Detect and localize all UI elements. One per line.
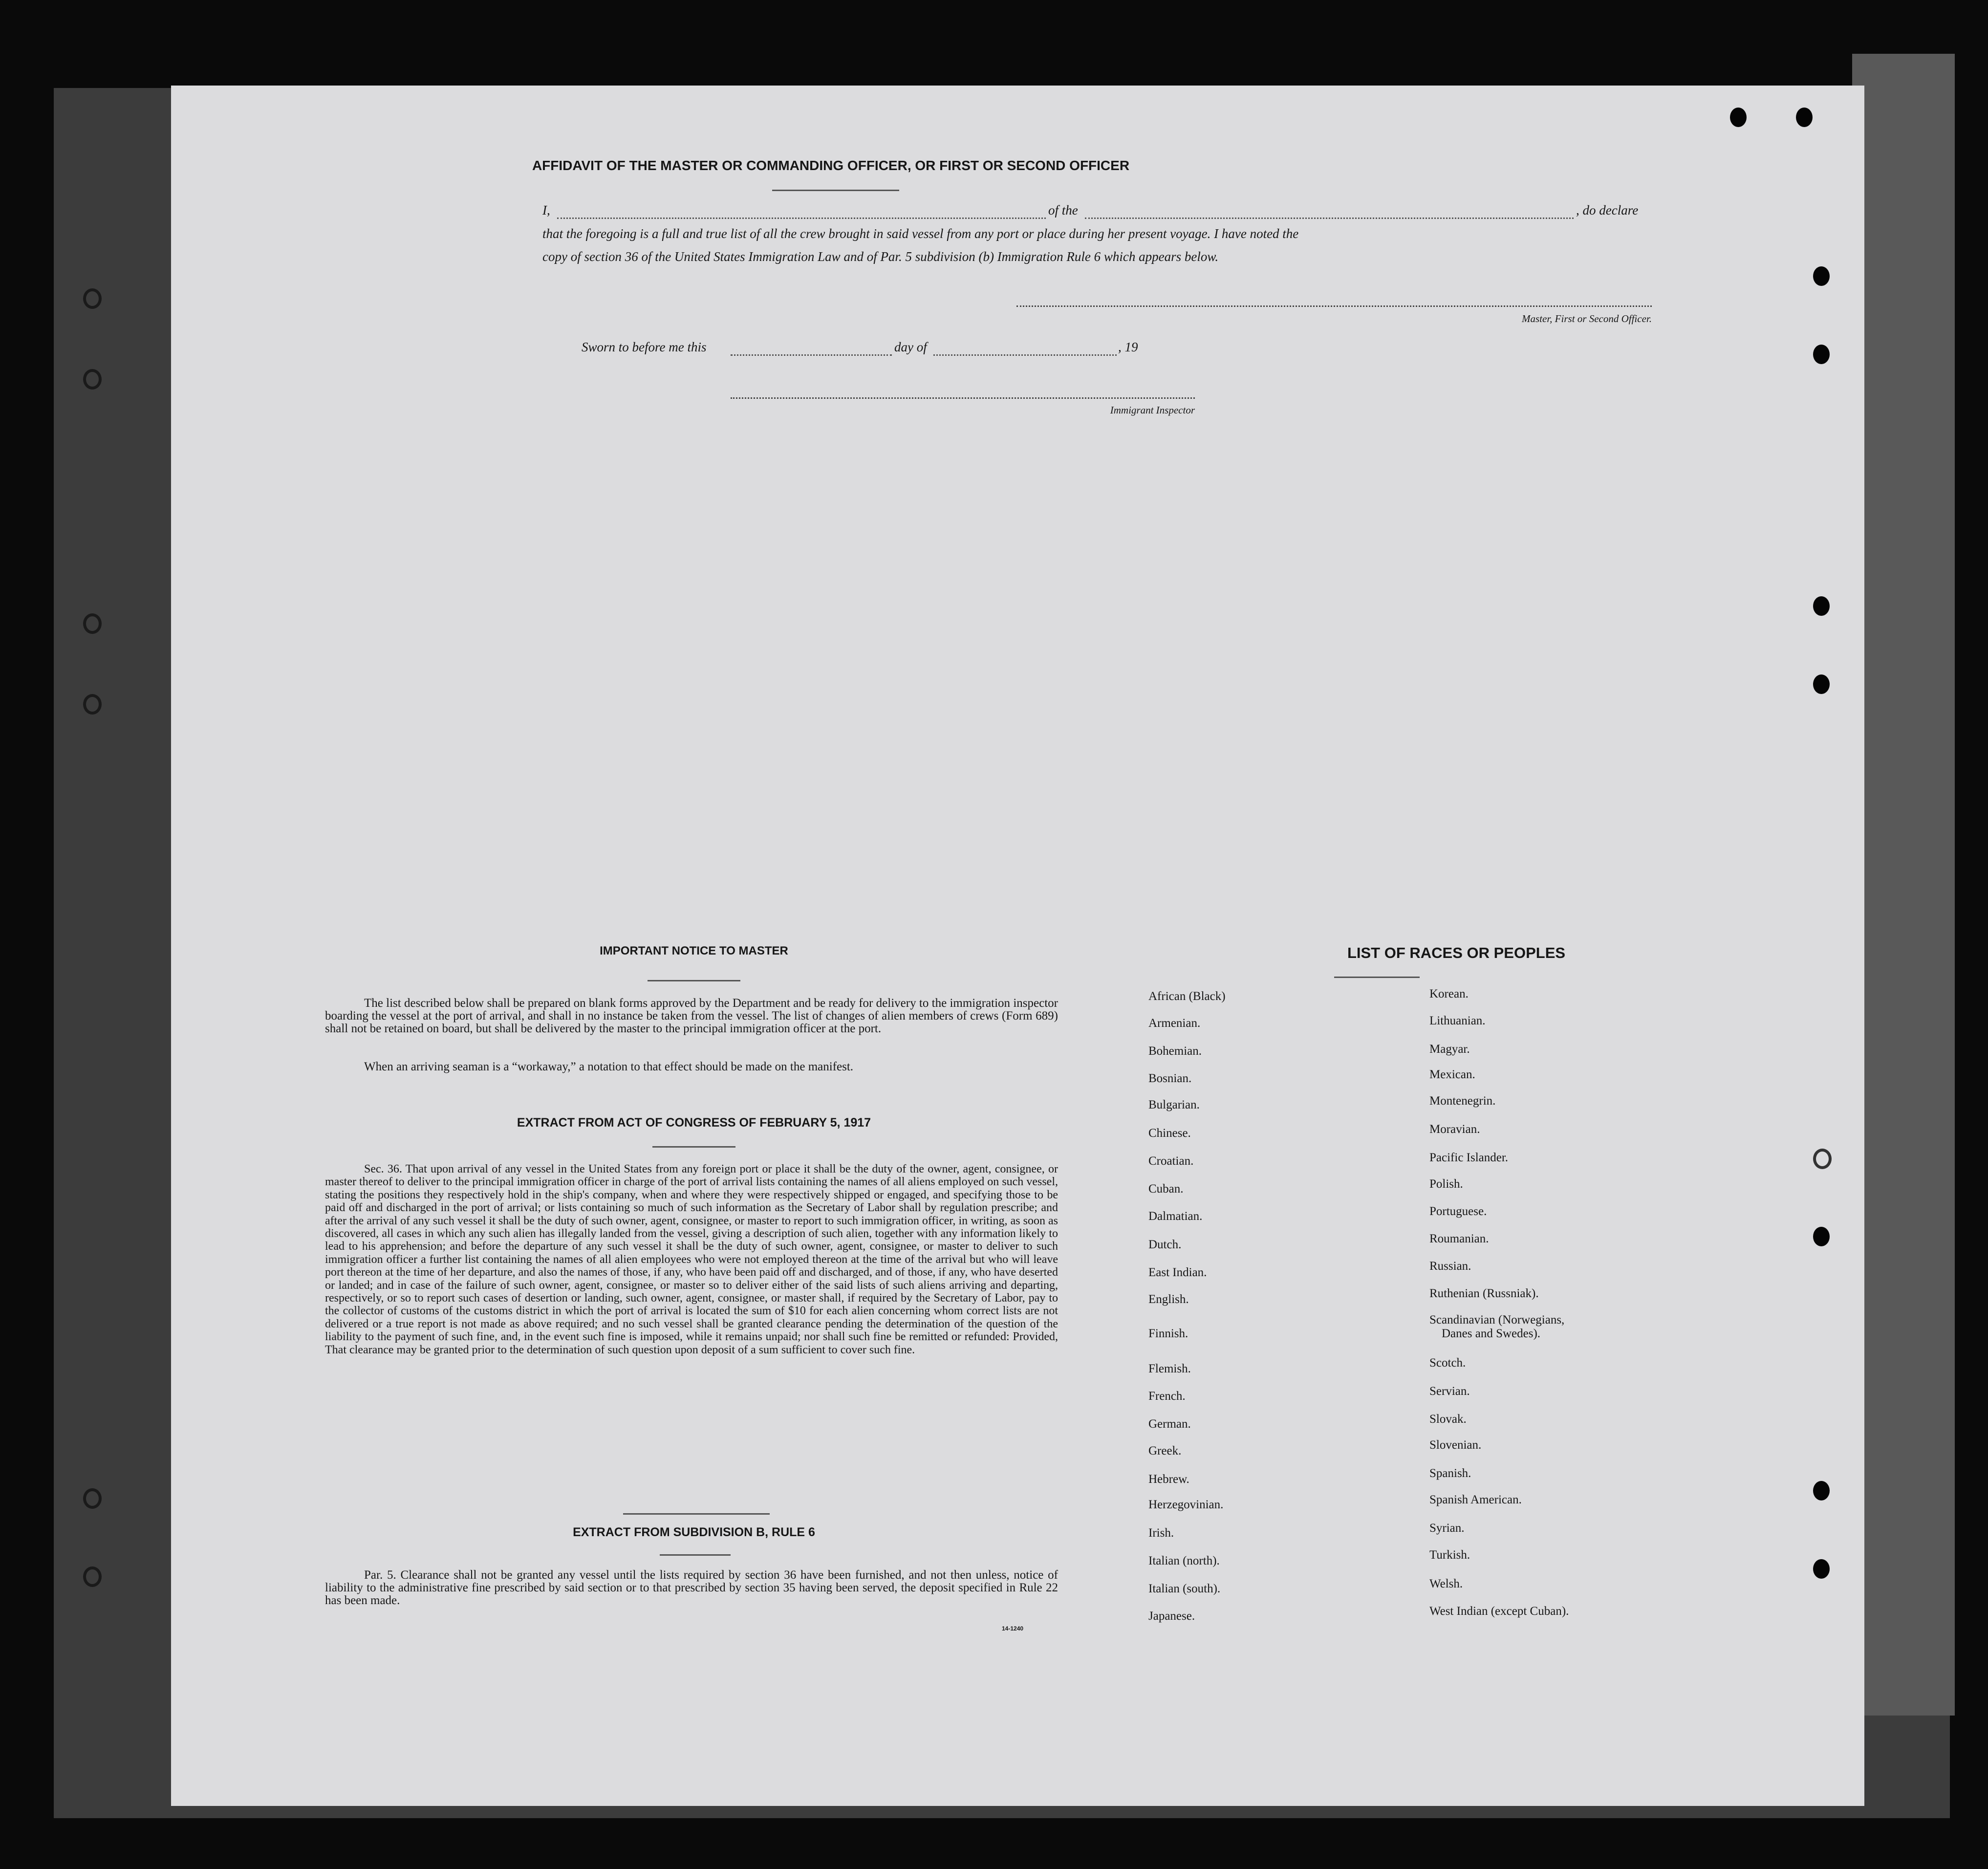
race-list-item: Bohemian. [1148, 1044, 1202, 1058]
declaration-of: of the [1048, 203, 1078, 217]
punch-hole-icon [1813, 345, 1830, 364]
race-list-item: Roumanian. [1429, 1232, 1489, 1245]
declaration-line [542, 203, 1657, 222]
sworn-year: , 19 [1118, 340, 1138, 354]
race-list-item: Finnish. [1148, 1327, 1188, 1340]
race-list-item: Turkish. [1429, 1548, 1470, 1562]
race-list-item: African (Black) [1148, 990, 1226, 1003]
affidavit-heading: AFFIDAVIT OF THE MASTER OR COMMANDING OFFICER, OR FIRST OR SECOND OFFICER [532, 158, 1130, 173]
day-blank [731, 354, 892, 356]
rule-extract-heading: EXTRACT FROM SUBDIVISION B, RULE 6 [573, 1525, 815, 1539]
races-heading: LIST OF RACES OR PEOPLES [1347, 944, 1566, 961]
binder-hole-icon [83, 613, 102, 634]
rule-extract-body: Par. 5. Clearance shall not be granted any vessel until the lists required by section 36 have been furnished, and not then unless, notice of liability to the administrative fine prescribed by said section or to that prescribed by section 35 having been served, the deposit specified in Rule 22 has been made. [325, 1568, 1058, 1607]
binder-hole-icon [83, 1566, 102, 1587]
race-list-item: Welsh. [1429, 1577, 1463, 1590]
form-number: 14-1240 [1002, 1625, 1024, 1632]
punch-hole-icon [1813, 1149, 1832, 1169]
race-list-item: French. [1148, 1390, 1186, 1403]
divider [623, 1513, 770, 1515]
binder-hole-icon [83, 694, 102, 715]
race-list-item: Bosnian. [1148, 1072, 1192, 1085]
race-list-item: German. [1148, 1417, 1191, 1431]
race-list-item: Polish. [1429, 1177, 1463, 1191]
divider [660, 1554, 731, 1556]
race-list-item: Lithuanian. [1429, 1014, 1486, 1027]
race-list-item: Spanish American. [1429, 1493, 1522, 1506]
race-list-item: Hebrew. [1148, 1473, 1189, 1486]
race-list-item: Flemish. [1148, 1362, 1191, 1375]
declaration-start: I, [542, 203, 550, 217]
punch-hole-icon [1813, 596, 1830, 616]
race-list-item: Russian. [1429, 1260, 1471, 1273]
race-list-item: West Indian (except Cuban). [1429, 1605, 1569, 1618]
race-list-item: Dalmatian. [1148, 1210, 1203, 1223]
declaration-line-2: that the foregoing is a full and true list of all the crew brought in said vessel from any port or place during her present voyage. I have noted the [542, 226, 1299, 241]
binder-hole-icon [83, 369, 102, 390]
signature-label: Master, First or Second Officer. [1522, 313, 1652, 325]
race-list-item: Ruthenian (Russniak). [1429, 1287, 1539, 1300]
act-extract-heading: EXTRACT FROM ACT OF CONGRESS OF FEBRUARY 5, 1917 [517, 1116, 871, 1130]
binder-hole-icon [83, 1488, 102, 1509]
punch-hole-icon [1796, 108, 1813, 127]
race-list-item: Korean. [1429, 987, 1469, 1000]
race-list-item: Armenian. [1148, 1017, 1201, 1030]
race-list-item: Mexican. [1429, 1068, 1475, 1081]
declaration-line-3: copy of section 36 of the United States Immigration Law and of Par. 5 subdivision (b) Immigration Rule 6 which appears below. [542, 249, 1219, 264]
race-list-item: Portuguese. [1429, 1205, 1487, 1218]
sworn-line [582, 340, 1168, 359]
race-list-item: Slovenian. [1429, 1438, 1482, 1452]
race-list-item: Chinese. [1148, 1127, 1191, 1140]
race-list-item: Pacific Islander. [1429, 1151, 1509, 1164]
month-blank [933, 354, 1117, 356]
race-list-item: Montenegrin. [1429, 1094, 1496, 1108]
race-list-item: Herzegovinian. [1148, 1498, 1224, 1511]
notice-paragraph-2: When an arriving seaman is a “workaway,” a notation to that effect should be made on the manifest. [364, 1060, 854, 1073]
notice-paragraph-1: The list described below shall be prepared on blank forms approved by the Department and be ready for delivery to the immigration inspector boarding the vessel at the port of arrival, and shall in no instance be taken from the vessel. The list of changes of alien members of crews (Form 689) shall not be retained on board, but shall be delivered by the master to the principal immigration officer at the port. [325, 997, 1058, 1035]
punch-hole-icon [1813, 266, 1830, 286]
vessel-blank [1085, 217, 1574, 219]
notice-heading: IMPORTANT NOTICE TO MASTER [600, 944, 788, 957]
divider [652, 1146, 735, 1148]
punch-hole-icon [1813, 1227, 1830, 1246]
punch-hole-icon [1813, 1481, 1830, 1500]
race-list-item: Scandinavian (Norwegians, [1429, 1313, 1565, 1326]
race-list-item: Japanese. [1148, 1609, 1195, 1623]
document-page [171, 86, 1864, 1806]
race-list-item: Croatian. [1148, 1154, 1194, 1168]
race-list-item: Dutch. [1148, 1238, 1182, 1251]
inspector-label: Immigrant Inspector [1110, 404, 1195, 416]
race-list-item: Moravian. [1429, 1123, 1480, 1136]
race-list-item: Italian (north). [1148, 1554, 1220, 1567]
sworn-day: day of [894, 340, 927, 354]
race-list-item: Servian. [1429, 1385, 1470, 1398]
race-list-item: East Indian. [1148, 1266, 1207, 1279]
race-list-item: Spanish. [1429, 1467, 1471, 1480]
declaration-end: , do declare [1576, 203, 1639, 217]
race-list-item: Cuban. [1148, 1182, 1184, 1195]
race-list-item: Magyar. [1429, 1043, 1470, 1056]
punch-hole-icon [1730, 108, 1747, 127]
act-extract-body: Sec. 36. That upon arrival of any vessel in the United States from any foreign port or place it shall be the duty of the owner, agent, consignee, or master thereof to deliver to the principal immigration officer in charge of the port of arrival lists containing the names of all aliens employed on such vessel, stating the positions they respectively hold in the ship's company, when and where they were respectively shipped or engaged, and specifying those to be paid off and discharged in the port of arrival; or lists containing so much of such information as the Secretary of Labor shall by regulation prescribe; and after the arrival of any such vessel it shall be the duty of such owner, agent, consignee, or master to report to such immigration officer, in writing, as soon as discovered, all cases in which any such alien has illegally landed from the vessel, giving a description of such alien, together with any information likely to lead to his apprehension; and before the departure of any such vessel it shall be the duty of such owner, agent, consignee, or master to deliver to such immigration officer a further list containing the names of all alien employees who were not employed thereon at the time of the arrival but who will leave port thereon at the time of her departure, and also the names of those, if any, who have been paid off and discharged, and of those, if any, who have deserted or landed; and in case of the failure of such owner, agent, consignee, or master so to deliver either of the said lists of such aliens arriving and departing, respectively, or so to report such cases of desertion or landing, such owner, agent, consignee, or master shall, if required by the Secretary of Labor, pay to the collector of customs of the customs district in which the port of arrival is located the sum of $10 for each alien concerning whom correct lists are not delivered or a true report is not made as above required; and no such vessel shall be granted clearance pending the determination of the question of the liability to the payment of such fine, and, in the event such fine is imposed, while it remains unpaid; nor shall such fine be remitted or refunded: Provided, That clearance may be granted prior to the determination of such question upon deposit of a sum sufficient to cover such fine. [325, 1163, 1058, 1356]
race-list-item: Slovak. [1429, 1413, 1467, 1426]
divider [1334, 977, 1420, 978]
underlying-page-right [1852, 54, 1955, 1716]
signature-line [1016, 305, 1652, 307]
race-list-item: Bulgarian. [1148, 1098, 1200, 1111]
divider [772, 190, 899, 191]
punch-hole-icon [1813, 1559, 1830, 1579]
race-list-item: Irish. [1148, 1526, 1174, 1540]
race-list-item: Greek. [1148, 1444, 1182, 1457]
race-list-item: Italian (south). [1148, 1582, 1221, 1595]
punch-hole-icon [1813, 674, 1830, 694]
race-list-item: Scotch. [1429, 1356, 1466, 1369]
race-list-item: Danes and Swedes). [1442, 1327, 1541, 1340]
race-list-item: Syrian. [1429, 1521, 1465, 1535]
binder-hole-icon [83, 288, 102, 309]
sworn-start: Sworn to before me this [582, 340, 707, 354]
race-list-item: English. [1148, 1293, 1189, 1306]
name-blank [557, 217, 1046, 219]
inspector-signature-line [731, 397, 1195, 399]
divider [648, 980, 740, 981]
